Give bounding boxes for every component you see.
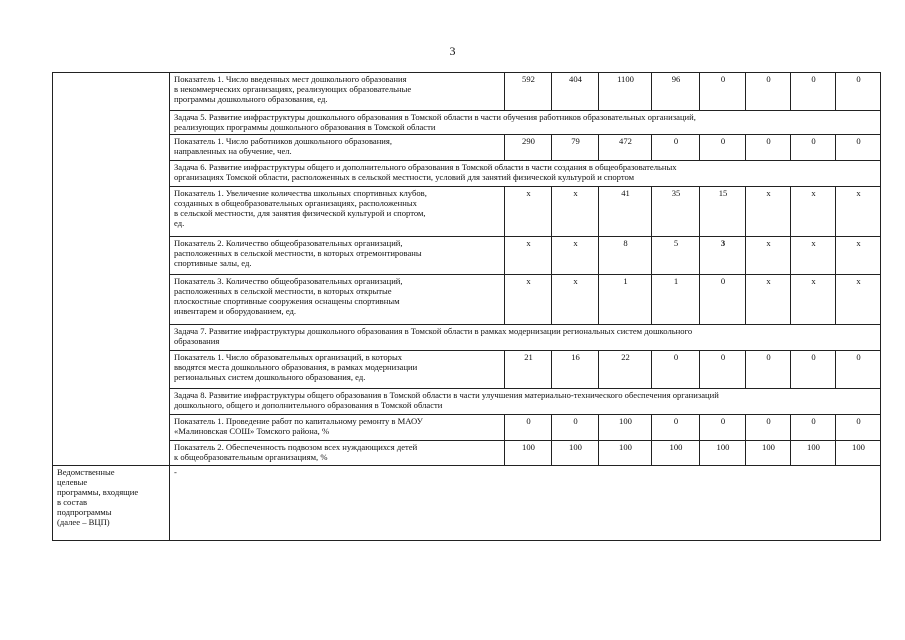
indicator-text: Показатель 3. Количество общеобразовательных организаций, расположенных в сельской местности, в которых открытые плоскостные спортивные сооружения оснащены спортивным инвентарем и оборудованием, ед.	[170, 275, 505, 325]
indicator-row	[53, 351, 881, 389]
indicator-value: 100	[652, 441, 700, 466]
indicator-value: 0	[552, 415, 599, 441]
indicator-value: 21	[505, 351, 552, 389]
indicator-value: 0	[746, 415, 791, 441]
indicator-value: 22	[599, 351, 652, 389]
indicator-value: 0	[836, 415, 881, 441]
indicator-value: 0	[700, 275, 746, 325]
indicator-value: 16	[552, 351, 599, 389]
indicator-value: 0	[791, 73, 836, 111]
indicator-row	[53, 415, 881, 441]
indicator-value: 100	[599, 415, 652, 441]
indicator-value: 0	[836, 351, 881, 389]
indicator-value: 404	[552, 73, 599, 111]
indicator-value: 0	[791, 415, 836, 441]
indicators-table	[52, 72, 881, 541]
indicator-row	[53, 275, 881, 325]
indicator-value: 96	[652, 73, 700, 111]
indicator-value: x	[791, 237, 836, 275]
task-text: Задача 6. Развитие инфраструктуры общего и дополнительного образования в Томской области в части создания в общеобразовательных организациях Томской области, расположенных в сельской местности, условий для занятий физической культурой и спортом	[170, 161, 881, 187]
indicator-value: 0	[791, 135, 836, 161]
indicator-row	[53, 187, 881, 237]
indicator-value: 0	[652, 135, 700, 161]
indicator-text: Показатель 1. Число образовательных организаций, в которых вводятся места дошкольного образования, в рамках модернизации региональных систем дошкольного образования, ед.	[170, 351, 505, 389]
indicator-value: 1	[599, 275, 652, 325]
indicator-row	[53, 135, 881, 161]
indicator-value: 1100	[599, 73, 652, 111]
indicator-value: 35	[652, 187, 700, 237]
indicator-value: 592	[505, 73, 552, 111]
indicator-value: 8	[599, 237, 652, 275]
indicator-value: x	[505, 237, 552, 275]
indicator-value: 100	[700, 441, 746, 466]
indicator-value: 100	[791, 441, 836, 466]
vcp-value: -	[170, 466, 881, 541]
task-row	[53, 325, 881, 351]
task-text: Задача 7. Развитие инфраструктуры дошкольного образования в Томской области в рамках модернизации региональных систем дошкольного образования	[170, 325, 881, 351]
task-text: Задача 8. Развитие инфраструктуры общего образования в Томской области в части улучшения материально-технического обеспечения организаций дошкольного, общего и дополнительного образования в Томской области	[170, 389, 881, 415]
indicator-value: 0	[836, 135, 881, 161]
indicator-value: 100	[746, 441, 791, 466]
indicator-value: x	[746, 237, 791, 275]
indicator-value: 100	[599, 441, 652, 466]
indicator-value: x	[505, 187, 552, 237]
indicator-value: 0	[746, 135, 791, 161]
indicator-value: 41	[599, 187, 652, 237]
indicator-value: 100	[836, 441, 881, 466]
indicator-row	[53, 441, 881, 466]
indicator-value: 0	[746, 73, 791, 111]
indicator-row	[53, 73, 881, 111]
indicator-value: x	[791, 187, 836, 237]
indicator-value: x	[836, 275, 881, 325]
indicator-value: x	[836, 237, 881, 275]
indicator-value: 472	[599, 135, 652, 161]
indicator-value: 0	[791, 351, 836, 389]
indicator-value: x	[836, 187, 881, 237]
indicator-text: Показатель 1. Проведение работ по капитальному ремонту в МАОУ «Малиновская СОШ» Томского района, %	[170, 415, 505, 441]
indicator-value: 0	[700, 351, 746, 389]
indicator-value: 0	[700, 415, 746, 441]
indicator-text: Показатель 1. Число введенных мест дошкольного образования в некоммерческих организациях, реализующих образовательные программы дошкольного образования, ед.	[170, 73, 505, 111]
indicator-value: 0	[836, 73, 881, 111]
indicator-value: 3	[700, 237, 746, 275]
indicator-value: x	[552, 187, 599, 237]
indicator-text: Показатель 2. Обеспеченность подвозом всех нуждающихся детей к общеобразовательным организациям, %	[170, 441, 505, 466]
left-empty-cell	[53, 73, 170, 466]
indicator-value: 100	[552, 441, 599, 466]
indicator-value: 0	[700, 73, 746, 111]
indicator-value: 15	[700, 187, 746, 237]
indicator-value: 5	[652, 237, 700, 275]
indicator-value: x	[552, 275, 599, 325]
indicator-value: 1	[652, 275, 700, 325]
indicator-value: 290	[505, 135, 552, 161]
page-number: 3	[449, 44, 456, 58]
vcp-row	[53, 466, 881, 541]
indicator-value: 0	[746, 351, 791, 389]
indicator-value: x	[791, 275, 836, 325]
indicator-text: Показатель 1. Число работников дошкольного образования, направленных на обучение, чел.	[170, 135, 505, 161]
indicator-value: x	[552, 237, 599, 275]
task-row	[53, 389, 881, 415]
indicator-value: x	[505, 275, 552, 325]
indicator-value: x	[746, 187, 791, 237]
indicator-value: 0	[652, 351, 700, 389]
indicator-text: Показатель 1. Увеличение количества школьных спортивных клубов, созданных в общеобразовательных организациях, расположенных в сельской местности, для занятия физической культурой и спортом, ед.	[170, 187, 505, 237]
indicator-row	[53, 237, 881, 275]
indicator-value: x	[746, 275, 791, 325]
indicator-value: 0	[652, 415, 700, 441]
indicator-text: Показатель 2. Количество общеобразовательных организаций, расположенных в сельской местности, в которых отремонтированы спортивные залы, ед.	[170, 237, 505, 275]
task-text: Задача 5. Развитие инфраструктуры дошкольного образования в Томской области в части обучения работников образовательных организаций, реализующих программы дошкольного образования в Томской области	[170, 111, 881, 135]
indicator-value: 0	[505, 415, 552, 441]
task-row	[53, 161, 881, 187]
task-row	[53, 111, 881, 135]
indicator-value: 79	[552, 135, 599, 161]
vcp-label: Ведомственные целевые программы, входящие в состав подпрограммы (далее – ВЦП)	[53, 466, 170, 541]
indicator-value: 100	[505, 441, 552, 466]
indicator-value: 0	[700, 135, 746, 161]
